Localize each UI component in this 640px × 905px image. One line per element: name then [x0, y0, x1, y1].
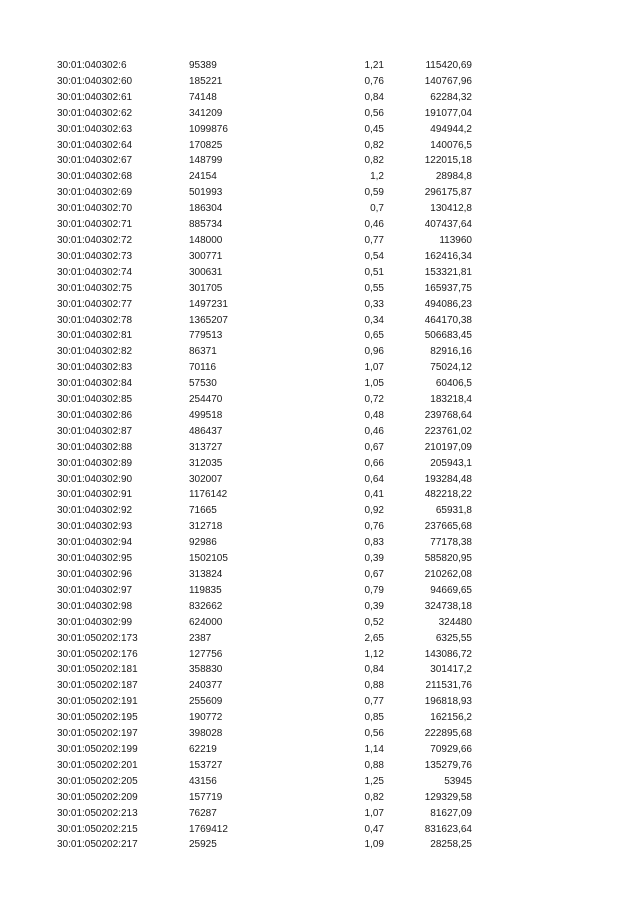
cadastral-number-cell: 30:01:040302:63: [57, 123, 133, 135]
cadastral-number-cell: 30:01:050202:173: [57, 632, 138, 644]
area-cell: 1099876: [189, 123, 228, 135]
coefficient-cell: 0,85: [364, 712, 384, 724]
cadastral-number-cell: 30:01:040302:92: [57, 505, 133, 517]
table-row: [0, 694, 640, 710]
cadastral-number-cell: 30:01:040302:70: [57, 203, 133, 215]
table-row: [0, 726, 640, 742]
coefficient-cell: 0,82: [364, 139, 384, 151]
table-row: [0, 313, 640, 329]
value-cell: 53945: [444, 775, 472, 787]
table-row: [0, 249, 640, 265]
cadastral-number-cell: 30:01:050202:197: [57, 728, 138, 740]
coefficient-cell: 0,84: [364, 91, 384, 103]
table-row: [0, 837, 640, 853]
coefficient-cell: 0,51: [364, 266, 384, 278]
table-row: [0, 583, 640, 599]
area-cell: 301705: [189, 282, 223, 294]
coefficient-cell: 0,77: [364, 696, 384, 708]
table-row: [0, 360, 640, 376]
coefficient-cell: 0,66: [364, 457, 384, 469]
coefficient-cell: 0,82: [364, 155, 384, 167]
value-cell: 831623,64: [424, 823, 472, 835]
value-cell: 140767,96: [424, 75, 472, 87]
value-cell: 94669,65: [430, 584, 472, 596]
area-cell: 148799: [189, 155, 223, 167]
table-row: [0, 519, 640, 535]
area-cell: 398028: [189, 728, 223, 740]
cadastral-number-cell: 30:01:040302:64: [57, 139, 133, 151]
table-row: [0, 822, 640, 838]
area-cell: 127756: [189, 648, 223, 660]
value-cell: 223761,02: [424, 425, 472, 437]
area-cell: 185221: [189, 75, 223, 87]
table-row: [0, 122, 640, 138]
table-row: [0, 790, 640, 806]
table-row: [0, 615, 640, 631]
area-cell: 70116: [189, 362, 217, 374]
area-cell: 95389: [189, 60, 217, 71]
cadastral-number-cell: 30:01:050202:195: [57, 712, 138, 724]
area-cell: 1497231: [189, 298, 228, 310]
area-cell: 779513: [189, 330, 223, 342]
coefficient-cell: 0,46: [364, 219, 384, 231]
coefficient-cell: 1,21: [364, 60, 384, 71]
value-cell: 211531,76: [425, 680, 472, 692]
value-cell: 82916,16: [430, 346, 472, 358]
coefficient-cell: 0,83: [364, 537, 384, 549]
area-cell: 313727: [189, 441, 223, 453]
area-cell: 92986: [189, 537, 217, 549]
table-row: [0, 662, 640, 678]
area-cell: 300631: [189, 266, 223, 278]
value-cell: 407437,64: [424, 219, 472, 231]
area-cell: 76287: [189, 807, 217, 819]
area-cell: 86371: [189, 346, 217, 358]
coefficient-cell: 0,7: [370, 203, 384, 215]
coefficient-cell: 1,05: [364, 378, 384, 390]
area-cell: 1502105: [189, 553, 228, 565]
value-cell: 193284,48: [424, 473, 472, 485]
coefficient-cell: 0,76: [364, 75, 384, 87]
value-cell: 81627,09: [430, 807, 472, 819]
table-row: [0, 678, 640, 694]
cadastral-number-cell: 30:01:040302:74: [57, 266, 133, 278]
cadastral-number-cell: 30:01:050202:215: [57, 823, 138, 835]
area-cell: 341209: [189, 107, 223, 119]
cadastral-number-cell: 30:01:050202:199: [57, 743, 138, 755]
value-cell: 191077,04: [424, 107, 472, 119]
table-row: [0, 806, 640, 822]
cadastral-number-cell: 30:01:040302:83: [57, 362, 133, 374]
coefficient-cell: 0,76: [364, 521, 384, 533]
area-cell: 499518: [189, 409, 223, 421]
value-cell: 77178,38: [430, 537, 472, 549]
coefficient-cell: 0,72: [364, 394, 384, 406]
value-cell: 162156,2: [430, 712, 472, 724]
area-cell: 312718: [189, 521, 223, 533]
cadastral-number-cell: 30:01:040302:73: [57, 250, 133, 262]
coefficient-cell: 0,59: [364, 187, 384, 199]
coefficient-cell: 0,39: [364, 553, 384, 565]
coefficient-cell: 0,96: [364, 346, 384, 358]
table-row: [0, 217, 640, 233]
value-cell: 135279,76: [424, 759, 472, 771]
table-row: [0, 742, 640, 758]
table-row: [0, 774, 640, 790]
area-cell: 1176142: [189, 489, 228, 501]
cadastral-number-cell: 30:01:040302:77: [57, 298, 133, 310]
cadastral-number-cell: 30:01:040302:61: [57, 91, 133, 103]
cadastral-number-cell: 30:01:040302:81: [57, 330, 133, 342]
area-cell: 300771: [189, 250, 223, 262]
table-row: [0, 551, 640, 567]
value-cell: 60406,5: [435, 378, 472, 390]
table-row: [0, 599, 640, 615]
coefficient-cell: 0,46: [364, 425, 384, 437]
table-row: [0, 169, 640, 185]
table-row: [0, 503, 640, 519]
coefficient-cell: 1,25: [364, 775, 384, 787]
cadastral-number-cell: 30:01:040302:71: [57, 219, 133, 231]
value-cell: 482218,22: [424, 489, 472, 501]
value-cell: 162416,34: [424, 250, 472, 262]
coefficient-cell: 0,55: [364, 282, 384, 294]
value-cell: 585820,95: [424, 553, 472, 565]
table-row: [0, 106, 640, 122]
value-cell: 237665,68: [424, 521, 472, 533]
area-cell: 119835: [189, 584, 222, 596]
table-row: [0, 392, 640, 408]
cadastral-number-cell: 30:01:040302:95: [57, 553, 133, 565]
value-cell: 140076,5: [430, 139, 472, 151]
cadastral-number-cell: 30:01:040302:72: [57, 234, 133, 246]
table-row: [0, 758, 640, 774]
value-cell: 301417,2: [430, 664, 472, 676]
value-cell: 130412,8: [430, 203, 472, 215]
table-row: [0, 440, 640, 456]
table-row: [0, 281, 640, 297]
value-cell: 506683,45: [424, 330, 472, 342]
table-row: [0, 456, 640, 472]
cadastral-number-cell: 30:01:050202:209: [57, 791, 138, 803]
cadastral-number-cell: 30:01:050202:213: [57, 807, 138, 819]
area-cell: 302007: [189, 473, 223, 485]
cadastral-number-cell: 30:01:040302:88: [57, 441, 133, 453]
cadastral-number-cell: 30:01:050202:201: [57, 759, 138, 771]
value-cell: 28258,25: [430, 839, 472, 851]
value-cell: 70929,66: [430, 743, 472, 755]
value-cell: 324738,18: [424, 600, 472, 612]
cadastral-number-cell: 30:01:050202:187: [57, 680, 138, 692]
table-row: [0, 424, 640, 440]
spreadsheet-table: [0, 58, 640, 853]
value-cell: 62284,32: [430, 91, 472, 103]
coefficient-cell: 0,92: [364, 505, 384, 517]
cadastral-number-cell: 30:01:040302:62: [57, 107, 133, 119]
coefficient-cell: 0,64: [364, 473, 384, 485]
cadastral-number-cell: 30:01:050202:181: [57, 664, 138, 676]
coefficient-cell: 0,54: [364, 250, 384, 262]
cadastral-number-cell: 30:01:040302:96: [57, 569, 133, 580]
area-cell: 153727: [189, 759, 223, 771]
area-cell: 240377: [189, 680, 223, 692]
value-cell: 196818,93: [424, 696, 472, 708]
coefficient-cell: 1,07: [364, 362, 384, 374]
area-cell: 2387: [189, 632, 212, 644]
table-row: [0, 647, 640, 663]
value-cell: 165937,75: [424, 282, 472, 294]
value-cell: 222895,68: [424, 728, 472, 740]
value-cell: 210262,08: [424, 569, 472, 580]
value-cell: 494944,2: [430, 123, 472, 135]
area-cell: 74148: [189, 91, 217, 103]
area-cell: 254470: [189, 394, 223, 406]
cadastral-number-cell: 30:01:040302:89: [57, 457, 133, 469]
coefficient-cell: 0,56: [364, 107, 384, 119]
table-row: [0, 201, 640, 217]
area-cell: 1769412: [189, 823, 228, 835]
area-cell: 832662: [189, 600, 223, 612]
table-row: [0, 408, 640, 424]
value-cell: 464170,38: [424, 314, 472, 326]
value-cell: 153321,81: [424, 266, 472, 278]
cadastral-number-cell: 30:01:040302:94: [57, 537, 133, 549]
coefficient-cell: 0,47: [364, 823, 384, 835]
area-cell: 57530: [189, 378, 217, 390]
value-cell: 324480: [438, 616, 472, 628]
value-cell: 75024,12: [430, 362, 472, 374]
coefficient-cell: 1,09: [364, 839, 384, 851]
coefficient-cell: 0,67: [364, 569, 384, 580]
area-cell: 157719: [189, 791, 223, 803]
cadastral-number-cell: 30:01:050202:176: [57, 648, 138, 660]
area-cell: 186304: [189, 203, 223, 215]
value-cell: 239768,64: [424, 409, 472, 421]
value-cell: 65931,8: [435, 505, 472, 517]
value-cell: 205943,1: [430, 457, 472, 469]
cadastral-number-cell: 30:01:040302:75: [57, 282, 133, 294]
cadastral-number-cell: 30:01:040302:78: [57, 314, 133, 326]
area-cell: 501993: [189, 187, 223, 199]
cadastral-number-cell: 30:01:050202:217: [57, 839, 138, 851]
area-cell: 190772: [189, 712, 223, 724]
coefficient-cell: 0,84: [364, 664, 384, 676]
coefficient-cell: 1,2: [370, 171, 384, 183]
area-cell: 313824: [189, 569, 223, 580]
coefficient-cell: 0,88: [364, 759, 384, 771]
cadastral-number-cell: 30:01:040302:85: [57, 394, 133, 406]
cadastral-number-cell: 30:01:040302:93: [57, 521, 133, 533]
coefficient-cell: 0,41: [364, 489, 384, 501]
area-cell: 148000: [189, 234, 223, 246]
area-cell: 170825: [189, 139, 223, 151]
cadastral-number-cell: 30:01:040302:84: [57, 378, 133, 390]
value-cell: 494086,23: [424, 298, 472, 310]
area-cell: 25925: [189, 839, 217, 851]
cadastral-number-cell: 30:01:050202:191: [57, 696, 138, 708]
table-row: [0, 710, 640, 726]
cadastral-number-cell: 30:01:040302:6: [57, 60, 127, 71]
table-row: [0, 138, 640, 154]
coefficient-cell: 0,79: [364, 584, 384, 596]
cadastral-number-cell: 30:01:040302:99: [57, 616, 133, 628]
cadastral-number-cell: 30:01:040302:68: [57, 171, 133, 183]
table-row: [0, 328, 640, 344]
coefficient-cell: 0,45: [364, 123, 384, 135]
table-row: [0, 297, 640, 313]
cadastral-number-cell: 30:01:040302:86: [57, 409, 133, 421]
table-row: [0, 631, 640, 647]
table-row: [0, 567, 640, 583]
coefficient-cell: 0,34: [364, 314, 384, 326]
coefficient-cell: 1,14: [364, 743, 384, 755]
coefficient-cell: 0,48: [364, 409, 384, 421]
value-cell: 6325,55: [435, 632, 472, 644]
cadastral-number-cell: 30:01:040302:60: [57, 75, 133, 87]
cadastral-number-cell: 30:01:040302:82: [57, 346, 133, 358]
value-cell: 210197,09: [424, 441, 472, 453]
value-cell: 183218,4: [430, 394, 472, 406]
cadastral-number-cell: 30:01:040302:90: [57, 473, 133, 485]
coefficient-cell: 0,77: [364, 234, 384, 246]
value-cell: 296175,87: [424, 187, 472, 199]
table-row: [0, 487, 640, 503]
table-row: [0, 153, 640, 169]
coefficient-cell: 0,39: [364, 600, 384, 612]
area-cell: 71665: [189, 505, 217, 517]
area-cell: 62219: [189, 743, 217, 755]
area-cell: 358830: [189, 664, 223, 676]
coefficient-cell: 2,65: [364, 632, 384, 644]
value-cell: 115420,69: [425, 60, 472, 71]
cadastral-number-cell: 30:01:040302:87: [57, 425, 133, 437]
area-cell: 624000: [189, 616, 223, 628]
coefficient-cell: 1,12: [364, 648, 384, 660]
table-row: [0, 472, 640, 488]
table-row: [0, 265, 640, 281]
coefficient-cell: 0,67: [364, 441, 384, 453]
cadastral-number-cell: 30:01:050202:205: [57, 775, 138, 787]
cadastral-number-cell: 30:01:040302:67: [57, 155, 133, 167]
value-cell: 122015,18: [424, 155, 472, 167]
coefficient-cell: 0,52: [364, 616, 384, 628]
coefficient-cell: 0,88: [364, 680, 384, 692]
table-row: [0, 535, 640, 551]
value-cell: 113960: [439, 234, 472, 246]
cadastral-number-cell: 30:01:040302:98: [57, 600, 133, 612]
area-cell: 486437: [189, 425, 223, 437]
value-cell: 143086,72: [424, 648, 472, 660]
coefficient-cell: 0,56: [364, 728, 384, 740]
coefficient-cell: 0,65: [364, 330, 384, 342]
area-cell: 885734: [189, 219, 223, 231]
value-cell: 28984,8: [435, 171, 472, 183]
value-cell: 129329,58: [424, 791, 472, 803]
area-cell: 24154: [189, 171, 217, 183]
table-row: [0, 344, 640, 360]
area-cell: 312035: [189, 457, 223, 469]
cadastral-number-cell: 30:01:040302:91: [57, 489, 133, 501]
table-row: [0, 376, 640, 392]
table-row: [0, 74, 640, 90]
area-cell: 255609: [189, 696, 223, 708]
table-row: [0, 185, 640, 201]
table-row: [0, 58, 640, 74]
coefficient-cell: 1,07: [364, 807, 384, 819]
table-row: [0, 90, 640, 106]
coefficient-cell: 0,33: [364, 298, 384, 310]
area-cell: 43156: [189, 775, 217, 787]
area-cell: 1365207: [189, 314, 228, 326]
coefficient-cell: 0,82: [364, 791, 384, 803]
cadastral-number-cell: 30:01:040302:69: [57, 187, 133, 199]
cadastral-number-cell: 30:01:040302:97: [57, 584, 133, 596]
table-row: [0, 233, 640, 249]
